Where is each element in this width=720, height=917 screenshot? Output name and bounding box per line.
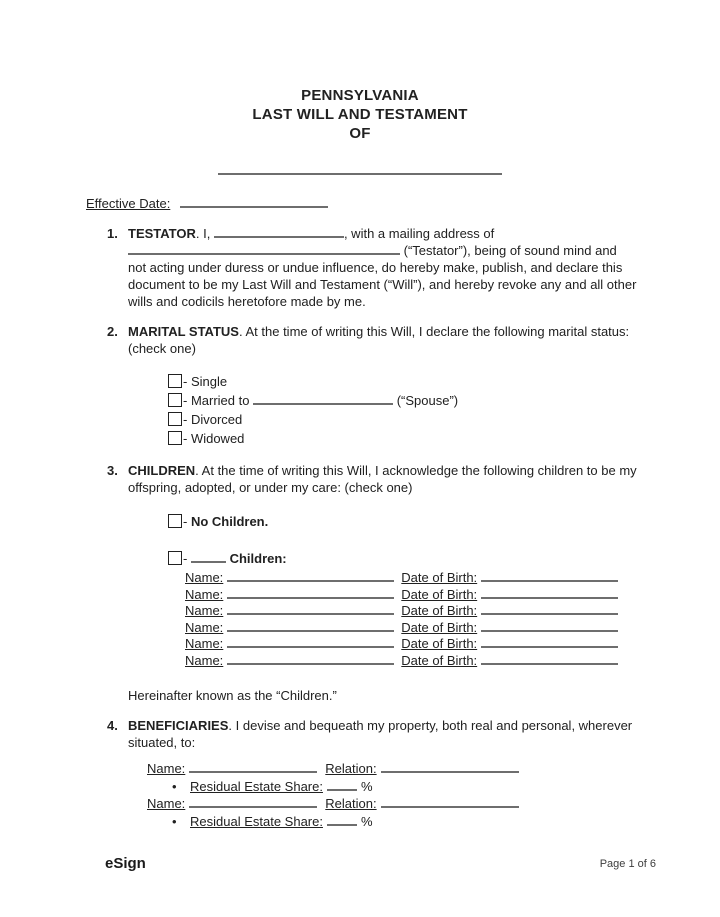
single-checkbox[interactable] xyxy=(168,374,182,388)
children-count-label: Children: xyxy=(229,551,287,566)
child-row-6 xyxy=(185,652,638,669)
section-marital-number: 2. xyxy=(107,324,118,339)
testator-address-blank[interactable] xyxy=(128,242,400,255)
document-title xyxy=(0,0,720,143)
divorced-checkbox[interactable] xyxy=(168,412,182,426)
bullet-icon: • xyxy=(172,813,177,829)
children-count-blank[interactable] xyxy=(191,550,226,563)
marital-option-married xyxy=(168,392,638,410)
section-testator-number: 1. xyxy=(107,226,118,241)
beneficiary-2-name-blank[interactable] xyxy=(189,795,317,808)
section-children xyxy=(107,462,638,704)
child-6-dob-blank[interactable] xyxy=(481,652,618,665)
child-4-dob-blank[interactable] xyxy=(481,619,618,632)
child-name-label: Name: xyxy=(185,619,224,635)
section-testator-title: TESTATOR xyxy=(128,226,196,241)
beneficiaries-text-body: . I devise and bequeath my property, both real and personal, wherever situated, to: xyxy=(128,718,633,750)
testator-text-intro: . I, xyxy=(195,226,214,241)
widowed-label: - Widowed xyxy=(183,431,245,446)
child-dob-label: Date of Birth: xyxy=(401,570,478,585)
page-indicator: Page 1 of 6 xyxy=(599,858,656,870)
testator-name-blank[interactable] xyxy=(214,225,344,238)
effective-date-blank[interactable] xyxy=(180,195,328,208)
effective-date-label: Effective Date: xyxy=(86,196,171,211)
title-line-of: OF xyxy=(349,125,371,142)
section-children-number: 3. xyxy=(107,463,118,478)
section-beneficiaries-title: BENEFICIARIES xyxy=(128,718,229,733)
child-row-3 xyxy=(185,602,638,619)
child-dob-label: Date of Birth: xyxy=(401,603,478,618)
section-beneficiaries-body xyxy=(128,717,638,830)
residual-share-label: Residual Estate Share: xyxy=(190,778,323,794)
section-beneficiaries xyxy=(107,717,638,830)
no-children-label: No Children. xyxy=(190,514,269,529)
child-1-dob-blank[interactable] xyxy=(481,569,618,582)
child-1-name-blank[interactable] xyxy=(227,569,394,582)
section-testator-body xyxy=(128,225,638,310)
residual-share-label: Residual Estate Share: xyxy=(190,813,323,829)
children-count-dash: - xyxy=(183,551,191,566)
beneficiary-2-row xyxy=(147,795,638,813)
children-text-body: . At the time of writing this Will, I acknowledge the following children to be my offspring, adopted, or under my care: (check one) xyxy=(128,463,637,495)
children-table xyxy=(185,569,638,668)
beneficiary-relation-label: Relation: xyxy=(325,761,377,776)
percent-sign: % xyxy=(360,813,373,829)
beneficiary-relation-label: Relation: xyxy=(325,796,377,811)
married-label-pre: - Married to xyxy=(183,393,254,408)
child-dob-label: Date of Birth: xyxy=(401,586,478,602)
child-name-label: Name: xyxy=(185,603,224,618)
child-name-label: Name: xyxy=(185,652,224,668)
beneficiary-2-share-blank[interactable] xyxy=(327,813,357,826)
child-row-2 xyxy=(185,586,638,603)
marital-option-divorced xyxy=(168,411,638,429)
child-row-1 xyxy=(185,569,638,586)
child-5-dob-blank[interactable] xyxy=(481,635,618,648)
testator-text-body: (“Testator”), being of sound mind and not acting under duress or undue influence, do hereby make, publish, and declare this document to be my Last Will and Testament (“Will”), and hereby revoke any and all other wills and codicils heretofore made by me. xyxy=(128,243,637,309)
child-4-name-blank[interactable] xyxy=(227,619,394,632)
child-3-dob-blank[interactable] xyxy=(481,602,618,615)
child-row-4 xyxy=(185,619,638,636)
child-name-label: Name: xyxy=(185,586,224,602)
children-hereinafter-note: Hereinafter known as the “Children.” xyxy=(128,688,337,703)
esign-brand-logo: eSign xyxy=(105,855,146,872)
section-marital-body xyxy=(128,323,638,449)
beneficiary-name-label: Name: xyxy=(147,796,186,811)
beneficiaries-list xyxy=(147,760,638,830)
effective-date-row xyxy=(86,195,720,212)
child-3-name-blank[interactable] xyxy=(227,602,394,615)
spouse-name-blank[interactable] xyxy=(253,392,393,405)
marital-option-single xyxy=(168,373,638,391)
section-children-title: CHILDREN xyxy=(128,463,196,478)
married-label-post: (“Spouse”) xyxy=(393,393,459,408)
title-line-doctype: LAST WILL AND TESTAMENT xyxy=(252,106,468,123)
no-children-checkbox[interactable] xyxy=(168,514,182,528)
child-dob-label: Date of Birth: xyxy=(401,619,478,635)
child-dob-label: Date of Birth: xyxy=(401,652,478,668)
child-5-name-blank[interactable] xyxy=(227,635,394,648)
has-children-checkbox[interactable] xyxy=(168,551,182,565)
beneficiary-1-name-blank[interactable] xyxy=(189,760,317,773)
beneficiary-2-relation-blank[interactable] xyxy=(381,795,519,808)
child-name-label: Name: xyxy=(185,570,224,585)
testator-title-name-blank[interactable] xyxy=(218,173,502,175)
percent-sign: % xyxy=(360,778,373,794)
section-marital-title: MARITAL STATUS xyxy=(128,324,239,339)
beneficiary-1-share-blank[interactable] xyxy=(327,778,357,791)
children-option-count xyxy=(168,550,638,568)
beneficiary-1-residual-row xyxy=(147,778,638,796)
marital-text-body: . At the time of writing this Will, I declare the following marital status: (check one) xyxy=(128,324,630,356)
child-dob-label: Date of Birth: xyxy=(401,636,478,651)
married-checkbox[interactable] xyxy=(168,393,182,407)
beneficiary-1-row xyxy=(147,760,638,778)
widowed-checkbox[interactable] xyxy=(168,431,182,445)
divorced-label: - Divorced xyxy=(183,412,243,427)
bullet-icon: • xyxy=(172,778,177,794)
section-beneficiaries-number: 4. xyxy=(107,718,118,733)
marital-option-widowed xyxy=(168,430,638,448)
section-marital-status xyxy=(107,323,638,449)
section-testator xyxy=(107,225,638,310)
testator-text-mailing: , with a mailing address of xyxy=(343,226,495,241)
child-6-name-blank[interactable] xyxy=(227,652,394,665)
children-option-none xyxy=(168,513,638,531)
beneficiary-1-relation-blank[interactable] xyxy=(381,760,519,773)
child-2-dob-blank[interactable] xyxy=(481,586,618,599)
child-2-name-blank[interactable] xyxy=(227,586,394,599)
title-line-state: PENNSYLVANIA xyxy=(301,87,419,104)
single-label: - Single xyxy=(183,374,228,389)
marital-options xyxy=(168,373,638,448)
beneficiary-name-label: Name: xyxy=(147,761,186,776)
beneficiary-2-residual-row xyxy=(147,813,638,831)
section-children-body xyxy=(128,462,638,704)
child-row-5 xyxy=(185,635,638,652)
child-name-label: Name: xyxy=(185,636,224,651)
no-children-dash: - xyxy=(183,514,191,529)
